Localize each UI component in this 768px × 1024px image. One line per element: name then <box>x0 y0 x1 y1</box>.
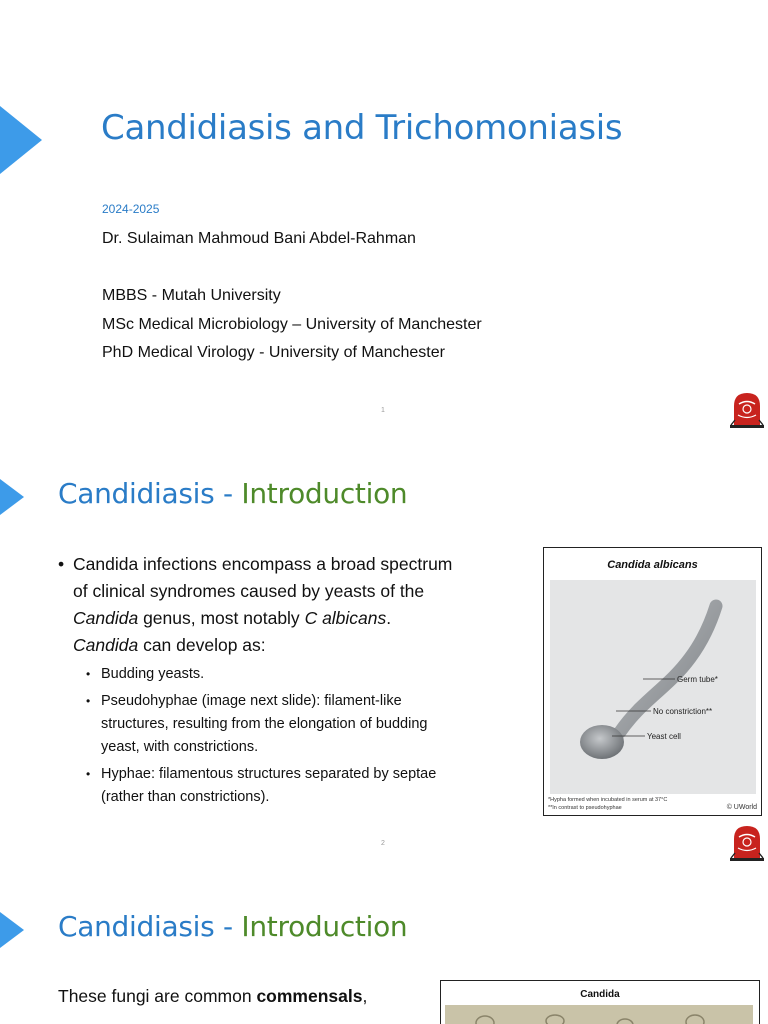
body-text: , <box>362 986 368 1006</box>
main-bullet <box>58 551 458 659</box>
candida-micrograph-figure <box>440 980 760 1024</box>
slide-title <box>58 910 407 943</box>
italic-text: C albicans <box>304 608 387 628</box>
page-number: 1 <box>381 407 385 414</box>
slide-2 <box>0 433 768 866</box>
list-item <box>86 763 458 809</box>
candida-figure <box>543 547 762 816</box>
slide-title-topic: Candidiasis - <box>58 910 233 943</box>
figure-label-germ-tube: Germ tube* <box>677 675 718 684</box>
bullet-text: Candida infections encompass a broad spectrum of clinical syndromes caused by yeasts of the <box>73 554 453 601</box>
academic-year: 2024-2025 <box>102 202 160 216</box>
triangle-marker-icon <box>0 106 42 174</box>
list-item-text: Pseudohyphae (image next slide): filament-like structures, resulting from the elongation of budding yeast, with constrictions. <box>101 693 428 755</box>
germ-tube-illustration <box>550 580 756 794</box>
italic-text: Candida <box>73 635 139 655</box>
bullet-text: can develop as: <box>138 635 266 655</box>
slide-title-section: Introduction <box>241 910 408 943</box>
list-item <box>86 663 458 686</box>
university-logo-icon <box>728 823 766 863</box>
body-text: These fungi are common <box>58 986 257 1006</box>
bullet-marker: • <box>58 554 65 574</box>
micrograph-image <box>445 1005 753 1024</box>
figure-footnote: **In contrast to pseudohyphae <box>548 805 622 811</box>
presentation-title: Candidiasis and Trichomoniasis <box>101 108 623 148</box>
list-item-text: Hyphae: filamentous structures separated by septae (rather than constrictions). <box>101 766 437 805</box>
yeast-cell-shape <box>580 725 624 759</box>
sub-bullet-list <box>86 663 458 809</box>
bullet-text: genus, most notably <box>138 608 305 628</box>
slide-title-topic: Candidiasis - <box>58 477 233 510</box>
university-logo-icon <box>728 390 766 430</box>
credential-line: MBBS - Mutah University <box>102 287 281 304</box>
slide-title-section: Introduction <box>241 477 408 510</box>
triangle-marker-icon <box>0 479 24 515</box>
figure-credit: © UWorld <box>726 804 757 811</box>
credential-line: MSc Medical Microbiology – University of Manchester <box>102 316 482 333</box>
author-name: Dr. Sulaiman Mahmoud Bani Abdel-Rahman <box>102 230 416 247</box>
figure-background <box>550 580 756 794</box>
triangle-marker-icon <box>0 912 24 948</box>
slide-body <box>58 551 458 813</box>
slide-1 <box>0 0 768 433</box>
figure-label-yeast-cell: Yeast cell <box>647 732 681 741</box>
list-item <box>86 690 458 759</box>
slide-body-text <box>58 986 367 1007</box>
italic-text: Candida <box>73 608 139 628</box>
bullet-text: . <box>386 608 392 628</box>
figure-label-no-constriction: No constriction** <box>653 707 713 716</box>
bullet-marker: • <box>86 767 91 781</box>
page-number: 2 <box>381 840 385 847</box>
figure-title: Candida albicans <box>607 559 698 571</box>
figure-title: Candida <box>580 989 620 1000</box>
credential-line: PhD Medical Virology - University of Manchester <box>102 344 445 361</box>
bold-text: commensals <box>256 986 363 1006</box>
bullet-marker: • <box>86 667 91 681</box>
slide-title <box>58 477 407 510</box>
list-item-text: Budding yeasts. <box>101 666 205 682</box>
figure-footnote: *Hypha formed when incubated in serum at 37°C <box>548 797 668 803</box>
bullet-marker: • <box>86 694 91 708</box>
slide-3 <box>0 866 768 1024</box>
